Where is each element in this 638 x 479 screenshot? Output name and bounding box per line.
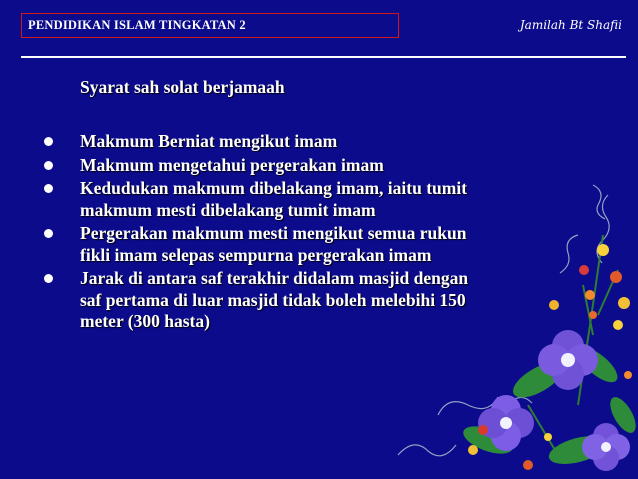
bullet-line: fikli imam selepas sempurna pergerakan imam xyxy=(80,244,432,265)
bullet-line: Pergerakan makmum mesti mengikut semua rukun xyxy=(80,223,467,243)
bullet-line: meter (300 hasta) xyxy=(80,311,210,331)
bullet-line: Jarak di antara saf terakhir didalam masjid dengan xyxy=(80,268,469,288)
course-label: PENDIDIKAN ISLAM TINGKATAN 2 xyxy=(28,18,246,32)
bullet-line: Kedudukan makmum dibelakang imam, iaitu tumit xyxy=(80,178,468,198)
slide-subtitle: Syarat sah solat berjamaah xyxy=(80,77,285,97)
bullet-line: Makmum Berniat mengikut imam xyxy=(80,131,338,151)
course-header xyxy=(21,13,399,38)
bullet-item xyxy=(40,155,570,177)
author-signature: Jamilah Bt Shafii xyxy=(519,18,622,32)
header-divider xyxy=(21,56,626,58)
flower-bouquet-icon xyxy=(378,175,638,479)
bullet-dot-icon xyxy=(44,161,53,170)
bullet-line: Makmum mengetahui pergerakan imam xyxy=(80,154,384,175)
bullet-dot-icon xyxy=(44,229,53,238)
bullet-dot-icon xyxy=(44,137,53,146)
bullet-line: saf pertama di luar masjid tidak boleh melebihi 150 xyxy=(80,289,466,310)
bullet-dot-icon xyxy=(44,184,53,193)
bullet-dot-icon xyxy=(44,274,53,283)
bullet-item xyxy=(40,131,570,153)
bullet-line: makmum mesti dibelakang tumit imam xyxy=(80,199,376,220)
